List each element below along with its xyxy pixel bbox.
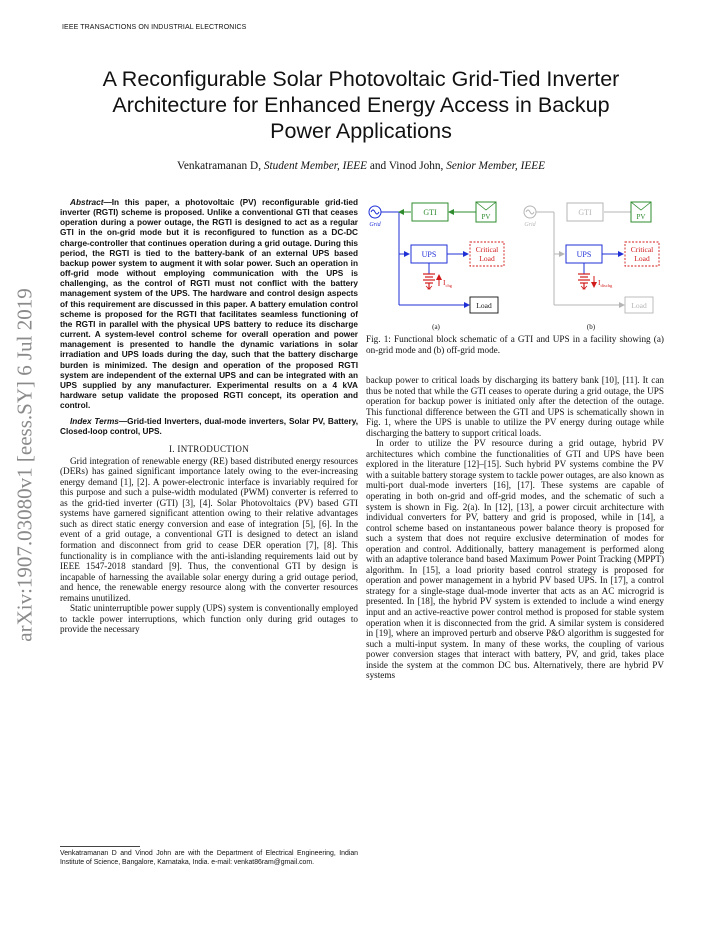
arxiv-stamp [10,255,40,675]
index-terms-label: Index Terms [70,417,119,427]
subfigure-b-label: (b) [586,323,596,331]
paragraph: backup power to critical loads by discharging its battery bank [10], [11]. It can thus be noted that while the GTI ceases to operate during a grid outage, the UPS operation for backup power is initiated only after the detection of the outage. This functional difference between the GTI and UPS is schematically shown in Fig. 1, where the UPS is unable to utilize the PV energy during outage while discharging the battery to support critical loads. [366,375,664,438]
discharge-current-label: $I_{dischg}$ [598,278,613,288]
pv-label: PV [481,213,491,221]
load-label: Load [631,301,647,310]
paragraph: In order to utilize the PV resource during a grid outage, hybrid PV architectures which combine the functionalities of GTI and UPS have been explored in the literature [12]–[15]. Such hybrid PV systems combine the PV with a suitable battery storage system to tackle power outages, are also known as multi-port dual-mode inverters [16], [17]. These systems are capable of operating in both on-grid and off-grid modes, and the schematic of such a system is shown in Fig. 2(a). In [12], [13], a power circuit architecture with individual converters for PV, battery and grid is proposed, while in [14], a control scheme based on instantaneous power balance theory is proposed for such a system that does not require exclusive determination of modes for operation and control. Additionally, battery management is performed along with an adaptive tolerance band based Maximum Power Point Tracking (MPPT) algorithm. In [15], a load priority based control strategy is proposed for operation and power management in a hybrid PV based UPS. In [17], a control strategy for a single-stage dual-mode inverter that acts as an AC microgrid is presented. In [18], the hybrid PV system is extended to include a wind energy input and an active-reactive power control method is proposed for stable system operation when it is disconnected from the grid. A similar system is considered in [19], where an improved perturb and observe P&O algorithm is suggested for such a multi-input system. In many of these works, the coupling of various power conversion stages that interact with battery, PV, and grid, takes place inside the system at the common DC bus. Alternatively, there are hybrid PV systems [366,438,664,681]
load-label: Load [476,301,492,310]
footnote-rule [60,846,140,847]
critical-label: Critical [475,245,499,254]
right-column [366,375,664,681]
battery-icon [423,274,435,289]
author-2: Vinod John, [388,160,447,172]
subfigure-b [524,202,659,331]
charge-current-label: $I_{chg}$ [443,278,452,288]
subfigure-a [369,202,504,331]
battery-icon [578,274,590,289]
abstract-text: —In this paper, a photovoltaic (PV) reconfigurable grid-tied inverter (RGTI) scheme is proposed. Unlike a conventional GTI that ceases operation during a power outage, the RGTI is designed to act as a regular GTI in the on-grid mode but it is reconfigured to function as a DC-DC charge-controller that continues operation during a grid outage. During this period, the RGTI is tied to the battery-bank of an external UPS based backup power system to augment it with solar power. Such an operation in off-grid mode without employing communication with the UPS is challenging, as the control of RGTI must not conflict with the battery management system of the UPS. The hardware and control design aspects of this requirement are discussed in this paper. A battery emulation control scheme is proposed for the RGTI that facilitates seamless functioning of the RGTI in parallel with the physical UPS battery to reduce its discharge current. A system-level control scheme for overall operation and power management is presented to handle the dynamic variations in solar irradiation and UPS loads during the day, such that the battery discharge burden is minimized. The design and operation of the proposed RGTI system are independent of the external UPS and can be integrated with an UPS supplied by any manufacturer. Experimental results on a 4 kVA hardware setup validate the proposed RGTI concept, its operation and control. [60,198,358,411]
paper-title [62,66,660,144]
critical-load-label: Load [479,254,495,263]
author-1-role: Student Member, IEEE [263,160,368,172]
title-line-1: A Reconfigurable Solar Photovoltaic Grid-Tied Inverter [102,67,620,91]
pv-label: PV [636,213,646,221]
ups-label: UPS [576,250,592,259]
title-line-3: Power Applications [270,119,452,143]
grid-label: Grid [369,222,381,228]
paragraph: Static uninterruptible power supply (UPS) system is conventionally employed to tackle power interruptions, which function only during grid outages to provide the necessary [60,603,358,635]
sine-wave-icon [371,210,379,214]
subfigure-a-label: (a) [432,323,440,331]
arxiv-stamp-text: arXiv:1907.03080v1 [eess.SY] 6 Jul 2019 [12,288,37,642]
left-column [60,198,358,635]
index-terms-text: —Grid-tied Inverters, dual-mode inverters, Solar PV, Battery, Closed-loop control, UPS. [60,417,358,437]
author-conjunction: and [367,160,389,172]
gti-label: GTI [578,208,592,217]
paragraph: Grid integration of renewable energy (RE) based distributed energy resources (DERs) has gained significant importance lately owing to the ever-increasing energy demand [1], [2]. A power-electronic interface is invariably required for this purpose and such a pulse-width modulated (PWM) converter is referred to as the grid-tied inverter (GTI) [3], [4]. Solar Photovoltaics (PV) based GTI systems have garnered significant attention owing to their relative advantages such as direct static energy conversion and ease of integration [5], [6]. In the event of a grid outage, a conventional GTI is designed to detect an island formation and disconnect from grid to cease DER operation [7], [8]. This functionality is in compliance with the anti-islanding requirements laid out by IEEE 1547-2018 standard [9]. Thus, the conventional GTI by design is incapable of harnessing the available solar energy during a grid outage period, and hence, the renewable energy resource along with the converter resources remains unutilized. [60,455,358,603]
critical-load-label: Load [634,254,650,263]
gti-label: GTI [423,208,437,217]
figure-1-schematic [366,198,664,333]
figure-1 [366,198,664,333]
abstract [60,198,358,411]
ups-label: UPS [421,250,437,259]
left-body [60,456,358,635]
author-line [62,160,660,172]
grid-label: Grid [524,222,536,228]
author-1: Venkatramanan D, [176,160,264,172]
journal-header: IEEE TRANSACTIONS ON INDUSTRIAL ELECTRONICS [62,24,247,31]
sine-wave-icon [526,210,534,214]
figure-1-caption: Fig. 1: Functional block schematic of a GTI and UPS in a facility showing (a) on-grid mode and (b) off-grid mode. [366,334,664,355]
section-heading-introduction: I. INTRODUCTION [169,443,249,454]
author-2-role: Senior Member, IEEE [446,160,546,172]
index-terms [60,417,358,437]
title-line-2: Architecture for Enhanced Energy Access in Backup [112,93,610,117]
abstract-label: Abstract [70,198,104,207]
critical-label: Critical [630,245,654,254]
footnote: Venkatramanan D and Vinod John are with the Department of Electrical Engineering, Indian Institute of Science, Bangalore, Karnataka, India. e-mail: venkat86ram@gmail.com. [60,850,358,866]
